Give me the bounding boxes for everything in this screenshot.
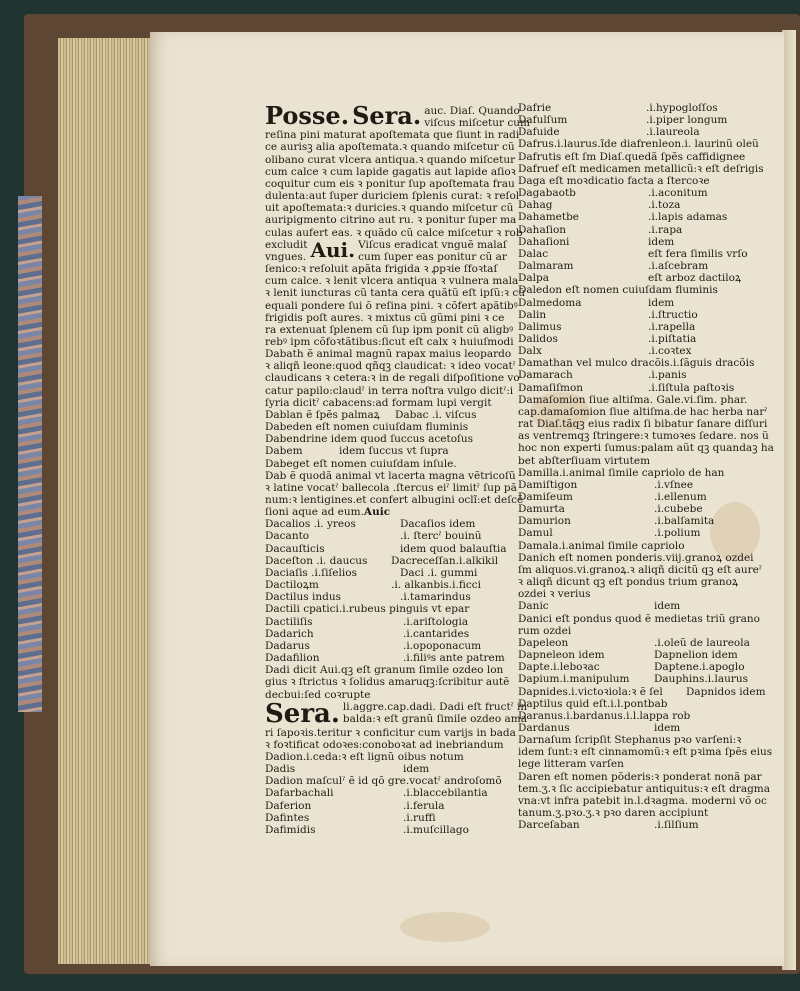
entry-gloss: .i.toza (648, 199, 681, 212)
text-line: Dafrutis eſt ſm Diaſ.quedã ſpẽs caffidignee (518, 150, 746, 163)
entry-term: Danic (518, 600, 549, 613)
heading-aui: Aui. (310, 237, 356, 262)
entry-term: Darceſaban (518, 819, 580, 832)
entry-gloss: Dapnidos idem (686, 685, 766, 698)
right-page-edge (782, 30, 796, 970)
entry-gloss: .i. alkanbis.i.ficci (391, 579, 481, 592)
text-line: ſyria dicitˀ cabacens:ad formam lupi vergit (265, 396, 492, 409)
entry-gloss: Dauphins.i.laurus (654, 673, 749, 686)
entry-term: Dardanus (518, 721, 570, 734)
text-line: ſenico:ꝛ reſoluit apãta frigida ꝛ ꝓpꝛie ſfoꝛtaſ (265, 263, 498, 276)
entry-term: Dahag (518, 199, 553, 212)
text-line: ra extenuat ſplenem cũ ſup ipm ponit cũ aligbꝰ (265, 323, 514, 336)
entry-term: Dafintes (265, 811, 310, 824)
text-line: Dadion.i.ceda:ꝛ eſt lignũ oibus notum (265, 750, 464, 763)
heading-posse: Posse. (265, 101, 350, 130)
entry-term: Dalidos (518, 332, 558, 345)
text-line: auc. Diaſ. Quando (424, 105, 520, 117)
text-line: tem.ʒ.ꝛ ſic accipiebatur antiquitus:ꝛ eſt dragma (518, 782, 771, 795)
entry-term: Dahaſion (518, 223, 567, 236)
text-line: cum calce. ꝛ lenit vlcera antiqua ꝛ vulnera mala (265, 275, 519, 288)
text-line: rum ozdei (518, 624, 572, 637)
text-line: Damala.i.animal ſimile capriolo (518, 539, 685, 552)
text-line: Daranus.i.bardanus.i.l.lappa rob (518, 709, 691, 722)
text-line: Danici eſt pondus quod ẽ medietas triũ grano (518, 612, 760, 625)
entry-term: Dabem (265, 445, 303, 458)
text-line: auripigmento citrino aut ru. ꝛ ponitur ſuper ma (265, 214, 517, 227)
entry-gloss: .i. ſtercˀ bouinũ (400, 530, 482, 543)
text-line: Danich eſt nomen ponderis.viij.granoꝝ ozdei (518, 551, 754, 564)
text-line: bet abſterſiuam virtutem (518, 454, 651, 467)
entry-table (518, 102, 772, 138)
entry-gloss: .i.ruffi (403, 811, 436, 824)
entry-term: Dapneleon idem (518, 649, 605, 662)
entry-gloss: eſt arboz dactiloꝝ (648, 272, 742, 285)
entry-gloss: .i.ferula (403, 799, 445, 812)
entry-gloss: idem (648, 296, 675, 309)
text-line: claudicans ꝛ cetera:ꝛ in de regali diſpoſitione vo (265, 372, 520, 385)
entry-aui (265, 237, 507, 263)
text-line: equali pondere ſui õ reſina pini. ꝛ cõfert apãtibꝰ (265, 299, 518, 312)
entry-term: Dalx (518, 345, 542, 358)
entry-term: Dalmedoma (518, 296, 582, 309)
entry-table (518, 297, 772, 358)
text-line: coquitur cum eis ꝛ ponitur ſup apoſtemata frau (265, 177, 515, 190)
entry-term: Daceſton .i. daucus (265, 554, 368, 567)
entry-gloss: idem (403, 763, 430, 776)
page-stain (400, 912, 490, 942)
entry-row (518, 722, 772, 734)
entry-posse (265, 101, 530, 130)
entry-gloss: .i.rapella (648, 320, 696, 333)
text-line: decbui:ſed coꝛrupte (265, 688, 371, 701)
text-line: vngues. (265, 250, 307, 263)
text-line: Daptilus quid eſt.i.l.pontbab (518, 697, 668, 710)
entry-gloss: Dabac .i. viſcus (395, 408, 477, 421)
text-line: Dafrus.i.laurus.ĩde diafrenleon.i. laurinũ oleũ (518, 138, 759, 151)
text-line: rebꝰ ipm cõfoꝛtãtibus:ſicut eſt calx ꝛ huiuſmodi (265, 335, 514, 348)
entry-gloss: .i.filiꝰs ante patrem (403, 652, 505, 665)
text-line: ꝛ foꝛtificat odoꝛes:conoboꝛat ad inebriandum (265, 738, 504, 751)
entry-term: Dagabaotb (518, 187, 576, 200)
entry-gloss: idem (654, 721, 681, 734)
entry-term: Dacanto (265, 530, 310, 543)
heading-sera-2: Sera. (265, 698, 340, 729)
entry-gloss: .i.lapis adamas (648, 211, 728, 224)
entry-gloss: .i.aſcebram (648, 260, 709, 273)
right-text-column (518, 102, 772, 831)
entry-term: Dapeleon (518, 636, 569, 649)
entry-gloss: .i.panis (648, 369, 687, 382)
text-fragment: ſioni aque ad eum. (265, 506, 364, 519)
text-line: frigidis poſt aures. ꝛ mixtus cũ gũmi pini ꝛ ce (265, 311, 505, 324)
entry-term: Daferion (265, 799, 312, 812)
text-line: ꝛ aliqñ leone:quod qñqꝫ claudicat: ꝛ ideo vocatˀ (265, 360, 516, 373)
entry-term: Dafuide (518, 126, 560, 139)
entry-gloss: .i.balſamita (654, 515, 715, 528)
entry-gloss: Daci .i. gummi (400, 566, 478, 579)
text-line: Dabeget eſt nomen cuiuſdam inſule. (265, 457, 457, 470)
text-line: rat Diaſ.tãqꝫ eius radix ſi bibatur ſanare diſſuri (518, 418, 768, 431)
entry-table (265, 518, 507, 604)
text-line: as ventremqꝫ ſtringere:ꝛ tumoꝛes ſedare. nos ũ (518, 430, 769, 443)
entry-term: Dafimidis (265, 823, 316, 836)
entry-gloss: .i.opoponacum (403, 639, 482, 652)
text-line: ꝛ lenit iuncturas cũ tanta cera quãtũ eſt ipſũ:ꝛ cũ (265, 287, 526, 300)
entry-gloss: .i.rapa (648, 223, 683, 236)
text-line: reſina pini maturat apoſtemata que ſiunt in radi (265, 129, 520, 142)
text-line: Dadion maſculˀ ẽ id qõ gre.vocatˀ androſomõ (265, 775, 502, 788)
entry-term: Dactiloꝝm (265, 579, 319, 592)
text-line: Dafruef eſt medicamen metallicũ:ꝛ eſt deſrigis (518, 162, 764, 175)
entry-gloss: .i.laureola (646, 126, 700, 139)
entry-term: Dafarbachali (265, 787, 334, 800)
text-line: vna:vt infra patebit in.l.dꝛagma. moderni võ oc (518, 794, 767, 807)
entry-gloss: .i.oleũ de laureola (654, 636, 750, 649)
entry-table (518, 187, 772, 284)
text-line: dulenta:aut ſuper duriciem ſplenis curat: ꝛ reſol (265, 190, 520, 203)
entry-term: Dablan ẽ ſpẽs palmaꝝ (265, 408, 380, 421)
entry-term: Daciaſis .i.ſiſelios (265, 566, 357, 579)
entry-gloss: .i.piſtatia (648, 332, 697, 345)
entry-term: Dadarus (265, 639, 310, 652)
text-line: Daren eſt nomen põderis:ꝛ ponderat nonã par (518, 770, 762, 783)
entry-table (265, 787, 497, 836)
entry-term: Dalpa (518, 272, 550, 285)
entry-term: Dadafilion (265, 652, 320, 665)
entry-term: Damurta (518, 503, 565, 516)
text-line: catur papilo:claudˀ in terra noſtra vulgo dicitˀ:i (265, 384, 514, 397)
text-line: ſm aliquos.vi.granoꝝ.ꝛ aliqñ dicitũ qꝫ eſt aureˀ (518, 563, 762, 576)
entry-term: Dahaſioni (518, 235, 570, 248)
entry-table (518, 479, 772, 540)
entry-term: Damurion (518, 515, 571, 528)
entry-term: Dapium.i.manipulum (518, 673, 630, 686)
entry-gloss: .i.ſtructio (648, 308, 698, 321)
entry-term: Dahametbe (518, 211, 580, 224)
text-line: li.aggre.cap.dadi. Dadi eſt fructˀ in (342, 700, 528, 713)
entry-term: Dadarich (265, 627, 314, 640)
entry-row (265, 763, 497, 775)
entry-term: Dalimus (518, 320, 562, 333)
text-line: Damaſomion ſiue altiſma. Gale.vi.ſim. phar. (518, 393, 748, 406)
entry-gloss: Daptene.i.apoglo (654, 661, 745, 674)
entry-gloss: idem (654, 600, 681, 613)
text-line: lege litteram varſen (518, 758, 624, 771)
entry-term: Dacauſticis (265, 542, 325, 555)
text-line: Dadi dicit Aui.qꝫ eſt granum ſimile ozdeo lon (265, 664, 504, 677)
entry-term: Dalmaram (518, 260, 574, 273)
entry-row (518, 819, 772, 831)
heading-sera: Sera. (352, 101, 422, 130)
text-line: balda:ꝛ eſt granũ ſimile ozdeo ama (342, 712, 528, 725)
entry-gloss: .i.piper longum (646, 114, 728, 127)
abbrev-auic: Auic (363, 506, 391, 519)
entry-term: Dapnides.i.victoꝛiola:ꝛ ẽ ſel (518, 685, 663, 698)
text-line: gius ꝛ ſtrictus ꝛ ſolidus amaruqꝫ:ſcribitur autẽ (265, 676, 510, 689)
entry-gloss: .i.ſilſium (654, 819, 699, 832)
entry-gloss: idem (648, 235, 675, 248)
text-line: Dactili cpatici.i.rubeus pinguis vt epar (265, 603, 470, 616)
entry-sera (265, 698, 528, 729)
entry-term: Dactiliſis (265, 615, 313, 628)
entry-term: Damarach (518, 369, 573, 382)
text-line: ce aurisꝫ alia apoſtemata.ꝛ quando miſcetur cũ (265, 141, 515, 154)
entry-gloss: .i.aconitum (648, 187, 708, 200)
text-line: idem ſunt:ꝛ eſt cinnamomũ:ꝛ eſt pꝛima ſpẽs eius (518, 746, 773, 759)
entry-gloss: .i.vſnee (654, 478, 694, 491)
text-line: Dabath ẽ animal magnũ rapax maius leopardo (265, 348, 512, 361)
entry-term: Dacalios .i. yreos (265, 518, 356, 531)
text-line: Dabendrine idem quod ſuccus acetoſus (265, 433, 474, 446)
entry-gloss: Dapnelion idem (654, 649, 738, 662)
entry-gloss: .i.coꝛtex (648, 345, 692, 358)
entry-gloss: .i.tamarindus (400, 591, 471, 604)
text-line: Damilla.i.animal ſimile capriolo de han (518, 466, 725, 479)
entry-table (518, 369, 772, 393)
entry-gloss: .i.ſiſtula paſtoꝛis (648, 381, 735, 394)
entry-table (265, 615, 505, 665)
text-line: viſcus miſcetur cum (424, 117, 530, 130)
text-line: Darnaſum ſcripſit Stephanus pꝛo varſeni:ꝛ (518, 734, 742, 747)
entry-gloss: Dacaſios idem (400, 518, 476, 531)
entry-gloss: idem ſuccus vt ſupra (339, 445, 449, 458)
text-line: Dab ẽ quodã animal vt lacerta magna vẽtricoſũ (265, 469, 516, 482)
entry-term: Damaſiſmon (518, 381, 584, 394)
text-line: Daga eſt moꝛdicatio facta a ſtercoꝛe (518, 174, 710, 187)
page-edges (58, 38, 152, 964)
entry-gloss: .i.cantarides (403, 627, 470, 640)
text-line: uit apoſtemata:ꝛ duricies.ꝛ quando miſcetur cũ (265, 202, 514, 215)
entry-gloss: .i.cubebe (654, 503, 703, 516)
entry-gloss: .i.blaccebilantia (403, 787, 488, 800)
text-line: cum calce ꝛ cum lapide gagatis aut lapide aſioꝛ (265, 165, 516, 178)
text-line: hoc non experti ſumus:palam aũt qꝫ quandaꝫ ha (518, 442, 774, 455)
entry-term: Dafrie (518, 102, 552, 114)
entry-row (518, 600, 772, 612)
text-line: Daledon eſt nomen cuiuſdam fluminis (518, 284, 718, 297)
entry-term: Damiſeum (518, 491, 573, 503)
entry-term: Dafulſum (518, 114, 568, 127)
text-line (265, 506, 497, 518)
text-line: ozdei ꝛ verius (518, 588, 591, 601)
entry-gloss: .i.hypogloſſos (646, 102, 718, 114)
entry-gloss: Dacreceſſan.i.alkikil (391, 554, 499, 567)
text-line: Viſcus eradicat vnguẽ malaſ (358, 238, 507, 251)
entry-gloss: idem quod balauſtia (400, 542, 507, 555)
marbled-endpaper (18, 196, 42, 712)
text-line: ꝛ latine vocatˀ ballecola .ſtercus eiˀ limitˀ ſup pã (265, 481, 517, 494)
entry-gloss: .i.muſcillago (403, 823, 469, 836)
text-line: ri ſapoꝛis.teritur ꝛ conficitur cum varijs in bada (265, 726, 516, 739)
entry-gloss: eſt fera ſimilis vrſo (648, 247, 748, 260)
text-line: Damathan vel mulco dracõis.i.ſãguis dracõis (518, 357, 755, 370)
text-line: olibano curat vlcera antiqua.ꝛ quando miſcetur (265, 153, 516, 166)
text-line: cap.damaſomion ſiue altiſma.de hac herba narˀ (518, 405, 768, 418)
text-line: num:ꝛ lentigines.et confert albugini oclĩ:et deſcẽ (265, 494, 524, 506)
entry-row (265, 409, 497, 421)
text-line: tanum.ʒ.pꝛo.ʒ.ꝛ pꝛo daren accipiunt (518, 807, 709, 820)
entry-term: Damiſtigon (518, 478, 578, 491)
entry-gloss: .i.ellenum (654, 491, 707, 503)
entry-term: Dadis (265, 763, 296, 776)
entry-term: Damul (518, 527, 553, 540)
entry-term: Dactilus indus (265, 591, 341, 604)
text-line: excludit (265, 238, 308, 251)
entry-gloss: .i.polium (654, 527, 701, 540)
entry-row (265, 445, 497, 457)
text-line: culas aufert eas. ꝛ quãdo cũ calce miſcetur ꝛ rob (265, 226, 523, 239)
entry-gloss: .i.ariſtologia (403, 615, 469, 628)
entry-table (518, 637, 772, 698)
text-line: ꝛ aliqñ dicunt qꝫ eſt pondus trium granoꝝ (518, 576, 739, 589)
entry-term: Dalin (518, 308, 547, 321)
text-line: cum ſuper eas ponitur cũ ar (358, 250, 507, 263)
entry-term: Dalac (518, 247, 549, 260)
entry-term: Dapte.i.leboꝛac (518, 661, 600, 674)
text-line: Dabeden eſt nomen cuiuſdam fluminis (265, 421, 469, 434)
